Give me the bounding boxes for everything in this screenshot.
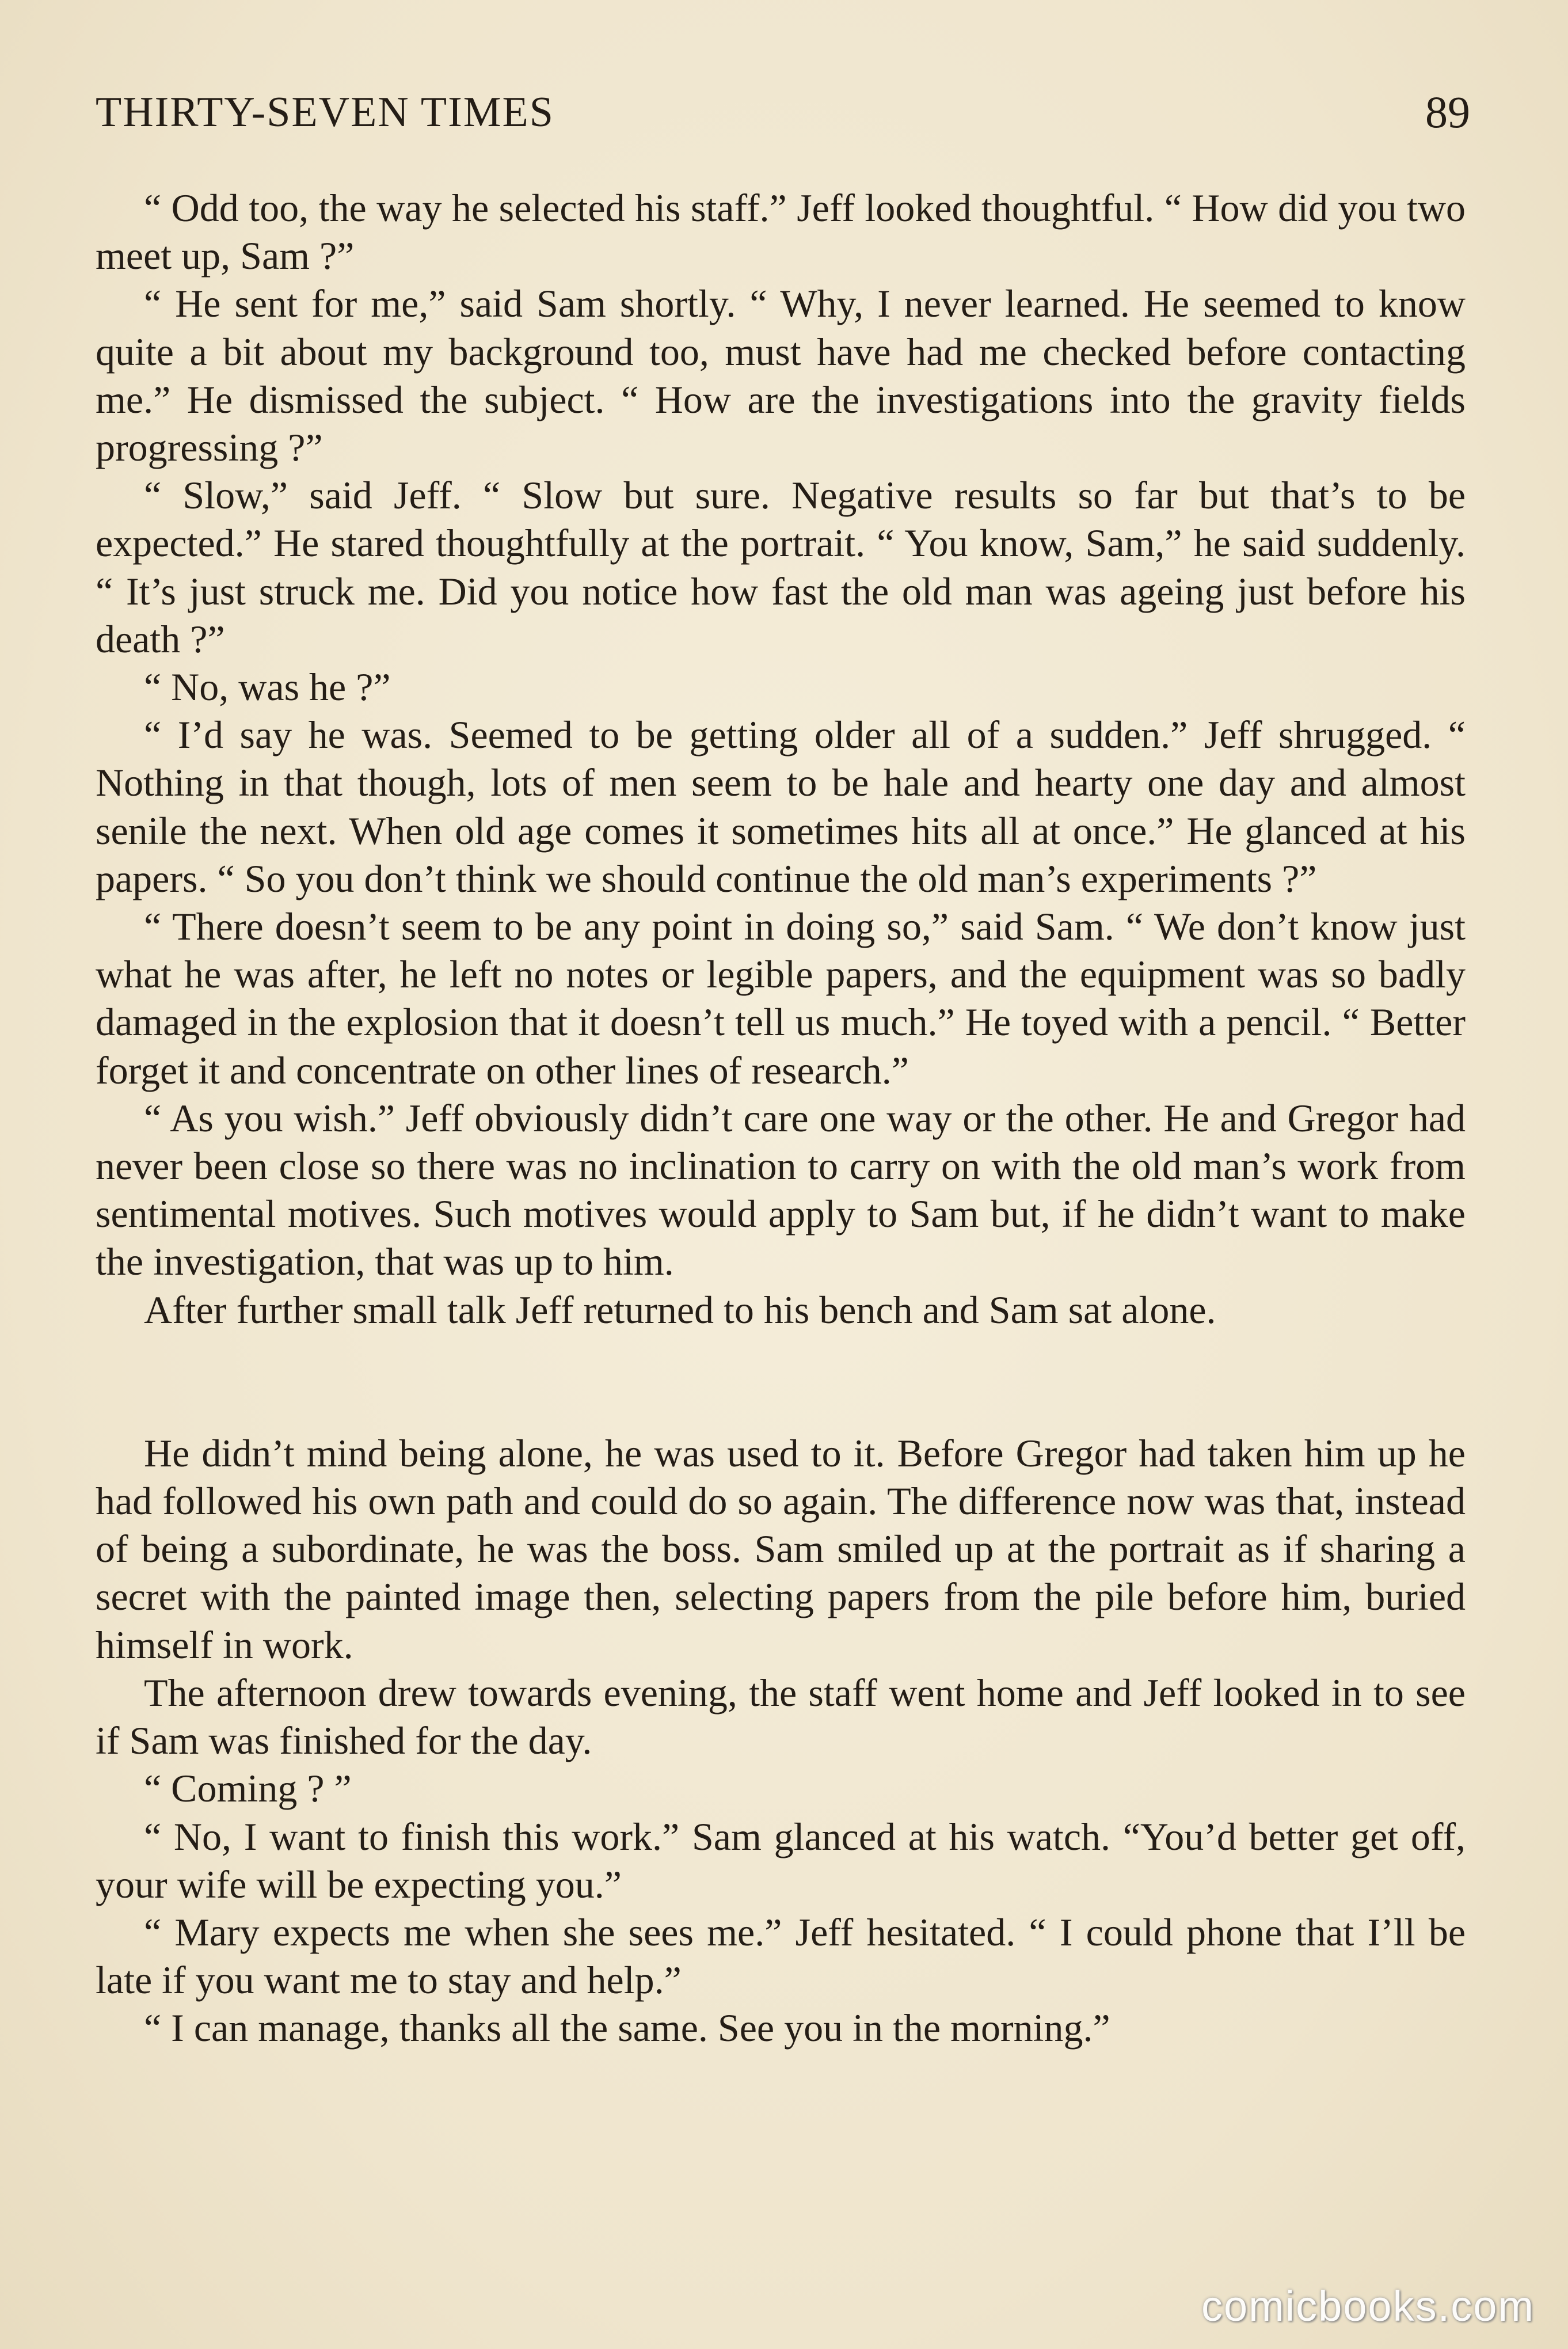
paragraph: “ No, I want to finish this work.” Sam glanced at his watch. “You’d better get off, your wife will be expecting you.” (96, 1814, 1466, 1906)
paragraph: “ Mary expects me when she sees me.” Jeff hesitated. “ I could phone that I’ll be late if you want me to stay and help.” (96, 1910, 1466, 2002)
paragraph: “ Coming ? ” (144, 1766, 352, 1811)
paragraph: “ He sent for me,” said Sam shortly. “ Why, I never learned. He seemed to know quite a bit about my background too, must have had me checked before contacting me.” He dismissed the subject. “ How are the investigations into the gravity fields progressing ?” (96, 282, 1466, 470)
paragraph: “ I can manage, thanks all the same. See you in the morning.” (144, 2006, 1110, 2050)
paragraph: “ I’d say he was. Seemed to be getting older all of a sudden.” Jeff shrugged. “ Nothing in that though, lots of men seem to be hale and hearty one day and almost senile the next. When old age comes it sometimes hits all at once.” He glanced at his papers. “ So you don’t think we should continue the old man’s experiments ?” (96, 713, 1466, 900)
paragraph: “ Odd too, the way he selected his staff.” Jeff looked thoughtful. “ How did you two meet up, Sam ?” (96, 186, 1466, 278)
page-number: 89 (1425, 87, 1470, 137)
running-title: THIRTY-SEVEN TIMES (96, 89, 554, 136)
paragraph: The afternoon drew towards evening, the staff went home and Jeff looked in to see if Sam was finished for the day. (96, 1670, 1466, 1763)
paragraph: “ No, was he ?” (144, 665, 391, 709)
paragraph: After further small talk Jeff returned to his bench and Sam sat alone. (144, 1287, 1216, 1332)
paragraph: “ Slow,” said Jeff. “ Slow but sure. Negative results so far but that’s to be expected.” He stared thoughtfully at the portrait. “ You know, Sam,” he said suddenly. “ It’s just struck me. Did you notice how fast the old man was ageing just before his death ?” (96, 473, 1466, 661)
body-text (96, 184, 1466, 2052)
site-watermark: comicbooks.com (1201, 2282, 1535, 2330)
section-break (96, 1334, 1466, 1430)
paragraph: He didn’t mind being alone, he was used to it. Before Gregor had taken him up he had followed his own path and could do so again. The difference now was that, instead of being a subordinate, he was the boss. Sam smiled up at the portrait as if sharing a secret with the painted image then, selecting papers from the pile before him, buried himself in work. (96, 1431, 1466, 1667)
paragraph: “ As you wish.” Jeff obviously didn’t care one way or the other. He and Gregor had never been close so there was no inclination to carry on with the old man’s work from sentimental motives. Such motives would apply to Sam but, if he didn’t want to make the investigation, that was up to him. (96, 1096, 1466, 1284)
paragraph: “ There doesn’t seem to be any point in doing so,” said Sam. “ We don’t know just what he was after, he left no notes or legible papers, and the equipment was so badly damaged in the explosion that it doesn’t tell us much.” He toyed with a pencil. “ Better forget it and concentrate on other lines of research.” (96, 904, 1466, 1092)
running-head (96, 81, 1470, 144)
